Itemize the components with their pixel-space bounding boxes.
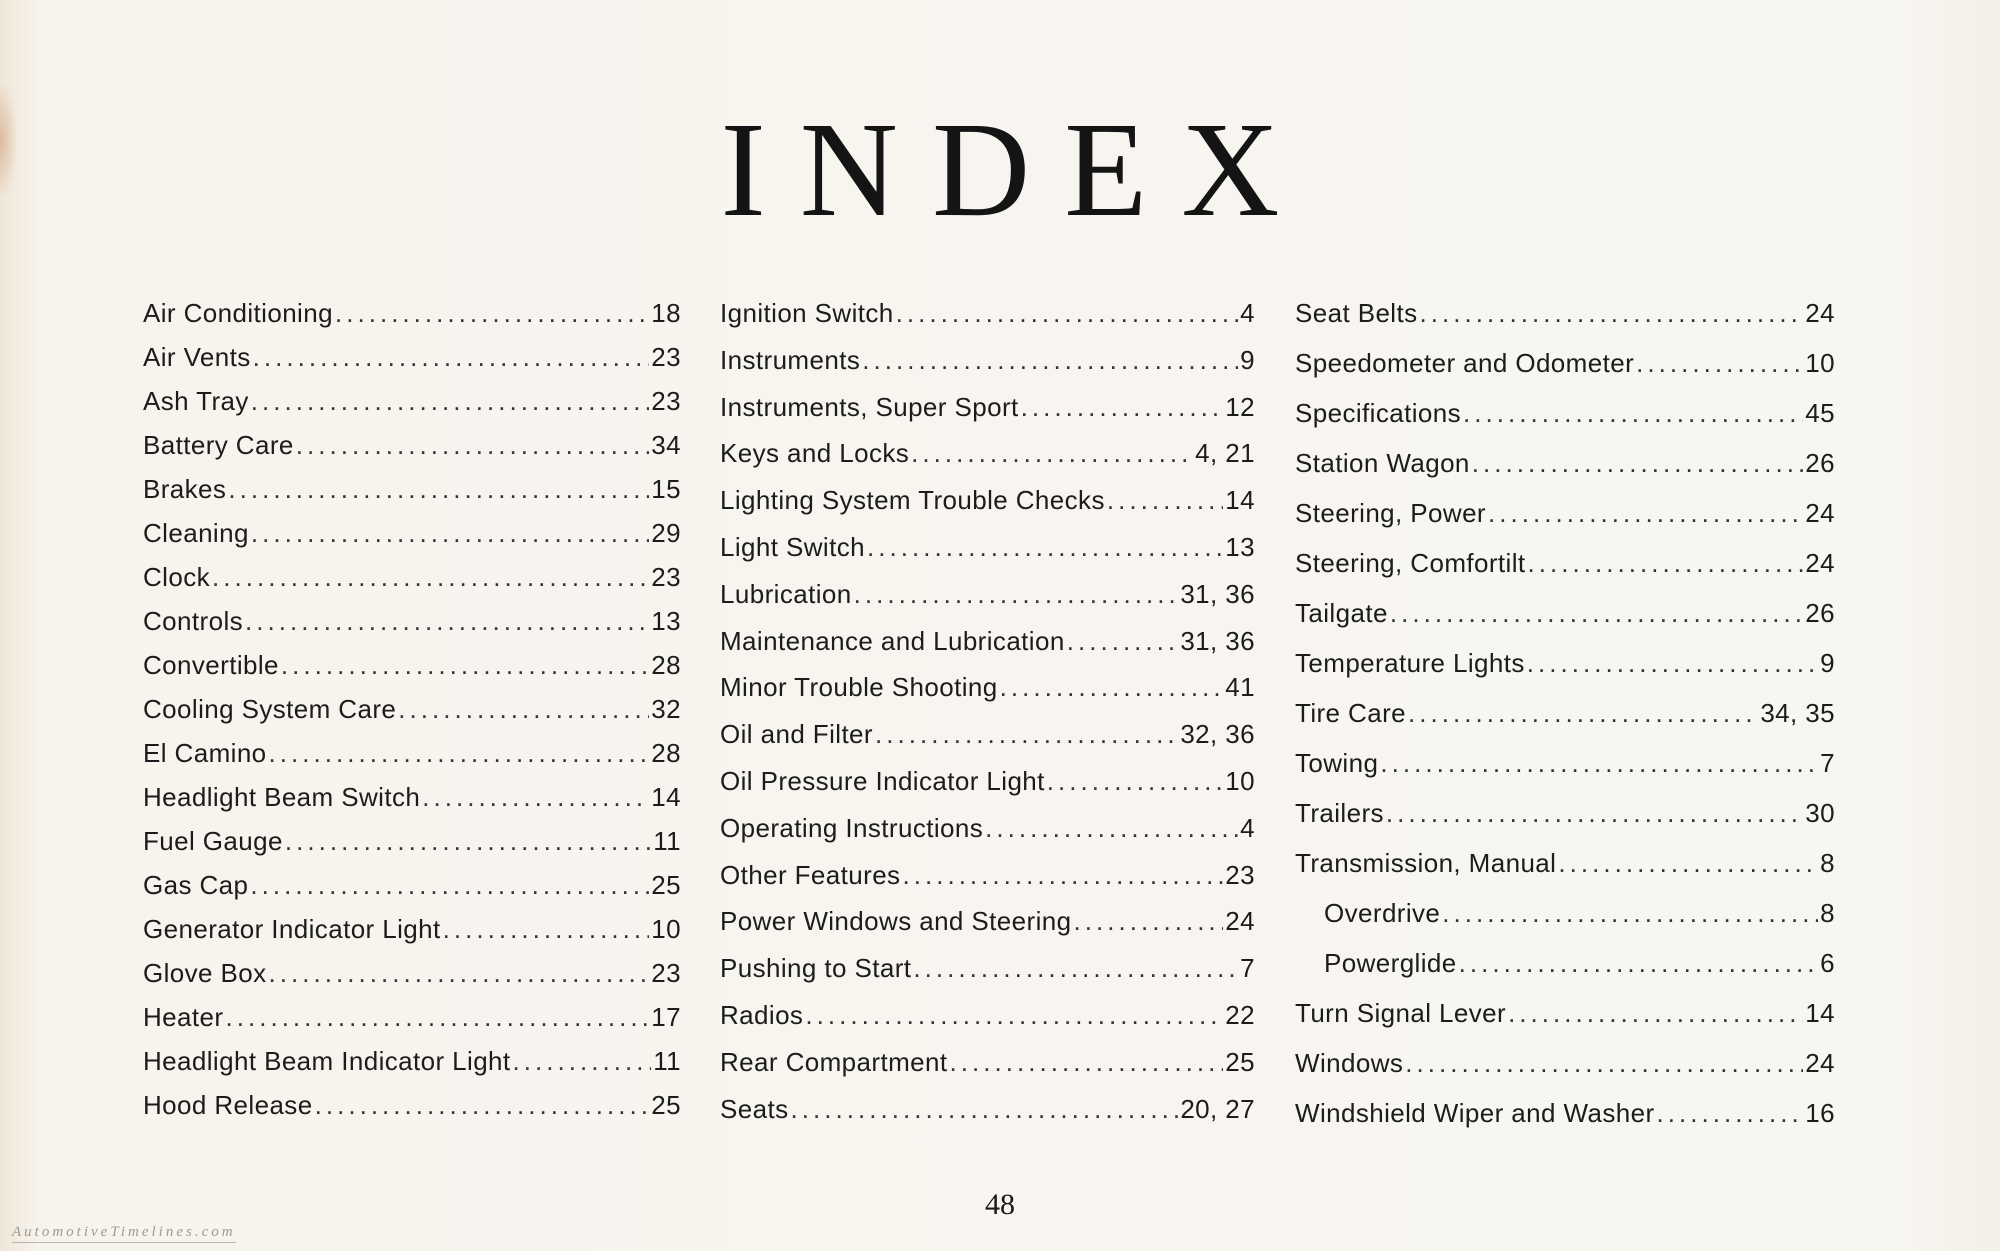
entry-label: Speedometer and Odometer bbox=[1295, 348, 1635, 378]
entry-page-number: 26 bbox=[1805, 448, 1835, 478]
dot-leader bbox=[269, 738, 650, 769]
dot-leader bbox=[875, 719, 1178, 750]
dot-leader bbox=[1558, 848, 1818, 879]
entry-page-number: 13 bbox=[651, 606, 681, 636]
index-entry bbox=[720, 766, 1255, 813]
entry-label: Brakes bbox=[143, 474, 227, 504]
index-entry bbox=[720, 953, 1255, 1000]
index-entry bbox=[1295, 598, 1835, 648]
entry-page-number: 9 bbox=[1240, 344, 1255, 375]
dot-leader bbox=[251, 386, 649, 417]
entry-page-number: 31, 36 bbox=[1180, 578, 1255, 609]
entry-label: Turn Signal Lever bbox=[1295, 998, 1507, 1028]
entry-label: Instruments bbox=[720, 344, 861, 375]
entry-page-number: 10 bbox=[651, 914, 681, 944]
dot-leader bbox=[1472, 448, 1803, 479]
entry-page-number: 28 bbox=[651, 738, 681, 768]
dot-leader bbox=[1408, 698, 1758, 729]
entry-page-number: 22 bbox=[1225, 999, 1255, 1030]
index-entry bbox=[720, 860, 1255, 907]
entry-label: Steering, Power bbox=[1295, 498, 1486, 528]
dot-leader bbox=[1508, 998, 1803, 1029]
index-entry bbox=[1295, 1048, 1835, 1098]
dot-leader bbox=[1405, 1048, 1803, 1079]
index-entry bbox=[143, 914, 681, 958]
entry-page-number: 23 bbox=[651, 562, 681, 592]
index-column-1 bbox=[143, 298, 681, 1148]
entry-label: Towing bbox=[1295, 748, 1379, 778]
entry-label: Pushing to Start bbox=[720, 953, 912, 984]
entry-label: Glove Box bbox=[143, 958, 267, 988]
index-entry bbox=[1295, 648, 1835, 698]
entry-page-number: 25 bbox=[651, 1090, 681, 1120]
dot-leader bbox=[315, 1090, 650, 1121]
page-title: INDEX bbox=[720, 95, 1314, 245]
entry-label: Power Windows and Steering bbox=[720, 906, 1072, 937]
entry-page-number: 16 bbox=[1805, 1098, 1835, 1128]
index-entry bbox=[143, 562, 681, 606]
entry-label: Station Wagon bbox=[1295, 448, 1470, 478]
index-entry bbox=[1295, 798, 1835, 848]
entry-label: Cleaning bbox=[143, 518, 249, 548]
entry-label: Tire Care bbox=[1295, 698, 1406, 728]
dot-leader bbox=[1420, 298, 1804, 329]
entry-page-number: 12 bbox=[1225, 391, 1255, 422]
entry-page-number: 11 bbox=[653, 1046, 681, 1076]
index-entry bbox=[720, 1047, 1255, 1094]
dot-leader bbox=[422, 782, 649, 813]
index-entry bbox=[720, 1094, 1255, 1141]
entry-page-number: 8 bbox=[1820, 898, 1835, 928]
entry-page-number: 10 bbox=[1225, 765, 1255, 796]
entry-page-number: 26 bbox=[1805, 598, 1835, 628]
entry-label: Heater bbox=[143, 1002, 224, 1032]
entry-label: Overdrive bbox=[1324, 898, 1441, 928]
entry-label: Transmission, Manual bbox=[1295, 848, 1557, 878]
index-entry bbox=[1295, 348, 1835, 398]
index-column-2 bbox=[720, 298, 1255, 1148]
watermark: AutomotiveTimelines.com bbox=[12, 1224, 236, 1243]
dot-leader bbox=[1488, 498, 1803, 529]
entry-page-number: 31, 36 bbox=[1180, 625, 1255, 656]
index-entry bbox=[143, 1090, 681, 1134]
dot-leader bbox=[1636, 348, 1803, 379]
index-subentry bbox=[1295, 898, 1835, 948]
dot-leader bbox=[867, 532, 1223, 563]
index-entry bbox=[143, 782, 681, 826]
entry-label: Generator Indicator Light bbox=[143, 914, 441, 944]
entry-label: Windshield Wiper and Washer bbox=[1295, 1098, 1655, 1128]
entry-page-number: 14 bbox=[1805, 998, 1835, 1028]
index-entry bbox=[720, 626, 1255, 673]
entry-label: Headlight Beam Indicator Light bbox=[143, 1046, 511, 1076]
index-entry bbox=[143, 958, 681, 1002]
dot-leader bbox=[1459, 948, 1818, 979]
entry-page-number: 23 bbox=[651, 386, 681, 416]
entry-page-number: 25 bbox=[651, 870, 681, 900]
dot-leader bbox=[212, 562, 649, 593]
index-entry bbox=[720, 579, 1255, 626]
index-entry bbox=[720, 906, 1255, 953]
entry-label: Windows bbox=[1295, 1048, 1404, 1078]
entry-page-number: 28 bbox=[651, 650, 681, 680]
entry-label: Hood Release bbox=[143, 1090, 313, 1120]
entry-page-number: 24 bbox=[1805, 298, 1835, 328]
entry-label: Seats bbox=[720, 1093, 789, 1124]
dot-leader bbox=[1463, 398, 1803, 429]
entry-page-number: 17 bbox=[651, 1002, 681, 1032]
entry-page-number: 23 bbox=[651, 342, 681, 372]
index-entry bbox=[143, 518, 681, 562]
index-entry bbox=[143, 342, 681, 386]
index-entry bbox=[143, 1002, 681, 1046]
entry-page-number: 15 bbox=[651, 474, 681, 504]
dot-leader bbox=[253, 342, 650, 373]
entry-label: Ignition Switch bbox=[720, 298, 894, 328]
index-entry bbox=[143, 1046, 681, 1090]
entry-label: Steering, Comfortilt bbox=[1295, 548, 1526, 578]
entry-label: Rear Compartment bbox=[720, 1046, 948, 1077]
dot-leader bbox=[225, 1002, 649, 1033]
entry-label: Minor Trouble Shooting bbox=[720, 672, 998, 703]
index-entry bbox=[143, 298, 681, 342]
index-entry bbox=[1295, 448, 1835, 498]
dot-leader bbox=[281, 650, 649, 681]
entry-page-number: 29 bbox=[651, 518, 681, 548]
entry-page-number: 32 bbox=[651, 694, 681, 724]
entry-label: Oil and Filter bbox=[720, 719, 873, 750]
dot-leader bbox=[911, 438, 1193, 469]
entry-label: Lighting System Trouble Checks bbox=[720, 485, 1105, 516]
index-entry bbox=[1295, 498, 1835, 548]
entry-label: Trailers bbox=[1295, 798, 1384, 828]
index-entry bbox=[1295, 1098, 1835, 1148]
entry-page-number: 32, 36 bbox=[1180, 719, 1255, 750]
index-entry bbox=[143, 870, 681, 914]
entry-label: Temperature Lights bbox=[1295, 648, 1525, 678]
index-entry bbox=[720, 298, 1255, 345]
entry-page-number: 24 bbox=[1805, 498, 1835, 528]
index-entry bbox=[143, 474, 681, 518]
index-entry bbox=[1295, 848, 1835, 898]
entry-label: Gas Cap bbox=[143, 870, 249, 900]
entry-page-number: 11 bbox=[653, 826, 681, 856]
entry-page-number: 8 bbox=[1820, 848, 1835, 878]
dot-leader bbox=[1073, 906, 1223, 937]
entry-label: Headlight Beam Switch bbox=[143, 782, 421, 812]
index-entry bbox=[720, 485, 1255, 532]
dot-leader bbox=[250, 870, 649, 901]
index-entry bbox=[1295, 398, 1835, 448]
entry-page-number: 18 bbox=[651, 298, 681, 328]
entry-label: Keys and Locks bbox=[720, 438, 910, 469]
entry-page-number: 14 bbox=[651, 782, 681, 812]
entry-label: Maintenance and Lubrication bbox=[720, 625, 1065, 656]
entry-page-number: 14 bbox=[1225, 485, 1255, 516]
entry-label: Ash Tray bbox=[143, 386, 249, 416]
dot-leader bbox=[1657, 1098, 1804, 1129]
dot-leader bbox=[902, 860, 1223, 891]
dot-leader bbox=[1067, 626, 1179, 657]
dot-leader bbox=[1527, 648, 1818, 679]
entry-page-number: 13 bbox=[1225, 531, 1255, 562]
entry-page-number: 23 bbox=[651, 958, 681, 988]
dot-leader bbox=[1107, 485, 1223, 516]
entry-page-number: 7 bbox=[1820, 748, 1835, 778]
entry-page-number: 24 bbox=[1805, 548, 1835, 578]
entry-page-number: 30 bbox=[1805, 798, 1835, 828]
index-entry bbox=[143, 430, 681, 474]
entry-page-number: 6 bbox=[1820, 948, 1835, 978]
entry-page-number: 45 bbox=[1805, 398, 1835, 428]
entry-label: Instruments, Super Sport bbox=[720, 391, 1019, 422]
index-entry bbox=[720, 532, 1255, 579]
index-entry bbox=[720, 719, 1255, 766]
dot-leader bbox=[791, 1094, 1179, 1125]
index-entry bbox=[720, 813, 1255, 860]
dot-leader bbox=[1528, 548, 1804, 579]
dot-leader bbox=[443, 914, 650, 945]
dot-leader bbox=[862, 345, 1238, 376]
entry-label: Light Switch bbox=[720, 531, 865, 562]
entry-page-number: 41 bbox=[1225, 672, 1255, 703]
dot-leader bbox=[296, 430, 650, 461]
dot-leader bbox=[1390, 598, 1803, 629]
entry-label: Other Features bbox=[720, 859, 901, 890]
entry-page-number: 4 bbox=[1240, 812, 1255, 843]
dot-leader bbox=[1380, 748, 1818, 779]
index-column-3 bbox=[1295, 298, 1835, 1148]
entry-page-number: 20, 27 bbox=[1180, 1093, 1255, 1124]
entry-label: Radios bbox=[720, 999, 804, 1030]
index-entry bbox=[1295, 548, 1835, 598]
dot-leader bbox=[245, 606, 649, 637]
dot-leader bbox=[985, 813, 1238, 844]
index-entry bbox=[1295, 748, 1835, 798]
dot-leader bbox=[1000, 672, 1224, 703]
entry-label: Specifications bbox=[1295, 398, 1462, 428]
entry-page-number: 34 bbox=[651, 430, 681, 460]
entry-label: Tailgate bbox=[1295, 598, 1388, 628]
entry-page-number: 34, 35 bbox=[1760, 698, 1835, 728]
entry-label: Air Conditioning bbox=[143, 298, 333, 328]
dot-leader bbox=[854, 579, 1179, 610]
dot-leader bbox=[1021, 392, 1224, 423]
entry-page-number: 7 bbox=[1240, 953, 1255, 984]
entry-label: Oil Pressure Indicator Light bbox=[720, 765, 1045, 796]
index-entry bbox=[720, 392, 1255, 439]
index-entry bbox=[720, 672, 1255, 719]
entry-label: Cooling System Care bbox=[143, 694, 397, 724]
entry-label: Lubrication bbox=[720, 578, 852, 609]
dot-leader bbox=[913, 953, 1238, 984]
dot-leader bbox=[1442, 898, 1818, 929]
entry-page-number: 23 bbox=[1225, 859, 1255, 890]
entry-label: Controls bbox=[143, 606, 244, 636]
dot-leader bbox=[1386, 798, 1803, 829]
entry-label: Battery Care bbox=[143, 430, 294, 460]
entry-page-number: 4 bbox=[1240, 298, 1255, 328]
index-entry bbox=[143, 738, 681, 782]
entry-page-number: 4, 21 bbox=[1195, 438, 1255, 469]
dot-leader bbox=[896, 298, 1238, 329]
index-entry bbox=[143, 650, 681, 694]
page-number: 48 bbox=[985, 1188, 1015, 1221]
dot-leader bbox=[251, 518, 649, 549]
entry-label: Fuel Gauge bbox=[143, 826, 283, 856]
dot-leader bbox=[285, 826, 651, 857]
index-entry bbox=[1295, 998, 1835, 1048]
entry-label: Operating Instructions bbox=[720, 812, 984, 843]
index-entry bbox=[1295, 298, 1835, 348]
dot-leader bbox=[1047, 766, 1223, 797]
index-entry bbox=[720, 1000, 1255, 1047]
entry-page-number: 10 bbox=[1805, 348, 1835, 378]
entry-label: Air Vents bbox=[143, 342, 251, 372]
dot-leader bbox=[949, 1047, 1223, 1078]
dot-leader bbox=[398, 694, 649, 725]
entry-page-number: 9 bbox=[1820, 648, 1835, 678]
entry-page-number: 24 bbox=[1225, 906, 1255, 937]
entry-label: Convertible bbox=[143, 650, 279, 680]
index-entry bbox=[1295, 698, 1835, 748]
dot-leader bbox=[513, 1046, 652, 1077]
entry-label: Seat Belts bbox=[1295, 298, 1418, 328]
dot-leader bbox=[335, 298, 649, 329]
entry-label: Powerglide bbox=[1324, 948, 1457, 978]
entry-label: El Camino bbox=[143, 738, 267, 768]
index-entry bbox=[143, 606, 681, 650]
index-entry bbox=[143, 826, 681, 870]
index-subentry bbox=[1295, 948, 1835, 998]
index-entry bbox=[720, 438, 1255, 485]
index-entry bbox=[143, 386, 681, 430]
dot-leader bbox=[269, 958, 650, 989]
entry-label: Clock bbox=[143, 562, 211, 592]
entry-page-number: 24 bbox=[1805, 1048, 1835, 1078]
entry-page-number: 25 bbox=[1225, 1046, 1255, 1077]
dot-leader bbox=[228, 474, 649, 505]
dot-leader bbox=[805, 1000, 1223, 1031]
index-entry bbox=[143, 694, 681, 738]
index-entry bbox=[720, 345, 1255, 392]
